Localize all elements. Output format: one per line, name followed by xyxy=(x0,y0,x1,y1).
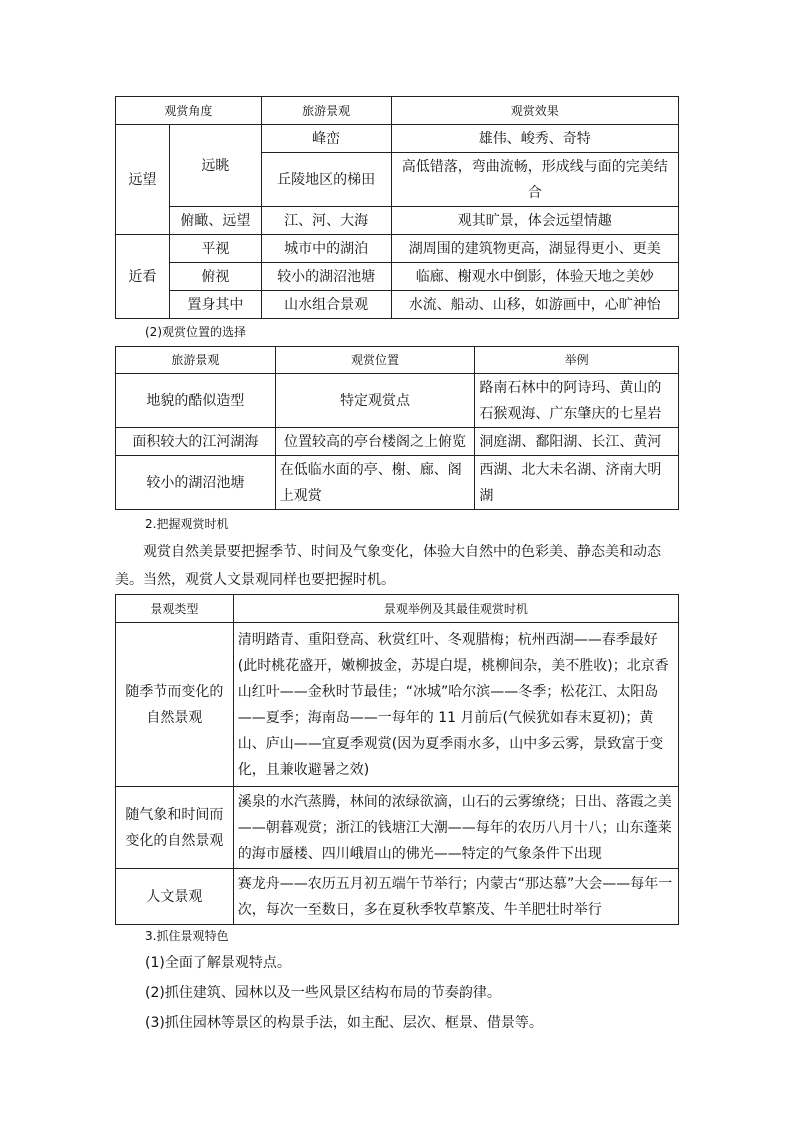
table-cell: 清明踏青、重阳登高、秋赏红叶、冬观腊梅；杭州西湖——春季最好(此时桃花盛开，嫩柳披金，苏堤白堤，桃柳间杂，美不胜收)；北京香山红叶——金秋时节最佳；“冰城”哈尔滨——冬季；松花江、太阳岛——夏季；海南岛——一每年的 11 月前后(气候犹如春末夏初)；黄山、庐山——宜夏季观赏(因为夏季雨水多，山中多云雾，景致富于变化，且兼收避暑之效) xyxy=(233,623,678,787)
header-example: 举例 xyxy=(475,347,679,374)
table-cell: 面积较大的江河湖海 xyxy=(116,428,276,456)
table-cell: 较小的湖沼池塘 xyxy=(261,263,391,291)
table-cell: 山水组合景观 xyxy=(261,291,391,319)
point-item: (2)抓住建筑、园林以及一些风景区结构布局的节奏韵律。 xyxy=(145,985,501,1001)
table-cell: 江、河、大海 xyxy=(261,207,391,235)
table-cell: 峰峦 xyxy=(261,125,391,153)
header-scenery: 旅游景观 xyxy=(261,97,391,125)
table-cell: 西湖、北大未名湖、济南大明湖 xyxy=(475,456,679,510)
table-cell: 随季节而变化的自然景观 xyxy=(116,623,234,787)
table-cell: 雄伟、峻秀、奇特 xyxy=(391,125,678,153)
table-cell: 赛龙舟——农历五月初五端午节举行；内蒙古“那达慕”大会——每年一次，每次一至数日，多在夏秋季牧草繁茂、牛羊肥壮时举行 xyxy=(233,869,678,925)
table-cell: 俯视 xyxy=(169,263,261,291)
table-cell: 观其旷景，体会远望情趣 xyxy=(391,207,678,235)
table-cell: 溪泉的水汽蒸腾，林间的浓绿欲滴，山石的云雾缭绕；日出、落霞之美——朝暮观赏；浙江的钱塘江大潮——每年的农历八月十八；山东蓬莱的海市蜃楼、四川峨眉山的佛光——特定的气象条件下出现 xyxy=(233,787,678,869)
table-cell: 随气象和时间而变化的自然景观 xyxy=(116,787,234,869)
viewing-angle-table xyxy=(115,96,679,319)
sub-far-view: 远眺 xyxy=(169,125,261,207)
table-cell: 水流、船动、山移，如游画中，心旷神怡 xyxy=(391,291,678,319)
table-cell: 平视 xyxy=(169,235,261,263)
header-viewing-angle: 观赏角度 xyxy=(116,97,262,125)
section-features-title: 3.抓住景观特色 xyxy=(145,929,229,943)
header-scenery: 旅游景观 xyxy=(116,347,276,374)
table-cell: 地貌的酷似造型 xyxy=(116,374,276,428)
table-cell: 丘陵地区的梯田 xyxy=(261,153,391,207)
point-item: (1)全面了解景观特点。 xyxy=(145,955,291,971)
table-cell: 高低错落，弯曲流畅，形成线与面的完美结合 xyxy=(391,153,678,207)
table-cell: 置身其中 xyxy=(169,291,261,319)
table-cell: 洞庭湖、鄱阳湖、长江、黄河 xyxy=(475,428,679,456)
header-type: 景观类型 xyxy=(116,595,234,623)
header-position: 观赏位置 xyxy=(275,347,475,374)
table-cell: 在低临水面的亭、榭、廊、阁上观赏 xyxy=(275,456,475,510)
header-example-time: 景观举例及其最佳观赏时机 xyxy=(233,595,678,623)
viewing-position-table xyxy=(115,346,679,510)
point-item: (3)抓住园林等景区的构景手法，如主配、层次、框景、借景等。 xyxy=(145,1015,543,1031)
table-cell: 湖周围的建筑物更高，湖显得更小、更美 xyxy=(391,235,678,263)
table-cell: 位置较高的亭台楼阁之上俯览 xyxy=(275,428,475,456)
table-cell: 临廊、榭观水中倒影，体验天地之美妙 xyxy=(391,263,678,291)
section-timing-title: 2.把握观赏时机 xyxy=(145,517,229,531)
table-cell: 城市中的湖泊 xyxy=(261,235,391,263)
group-near: 近看 xyxy=(116,235,170,319)
viewing-time-table xyxy=(115,594,679,925)
table-cell: 俯瞰、远望 xyxy=(169,207,261,235)
table-cell: 路南石林中的阿诗玛、黄山的石猴观海、广东肇庆的七星岩 xyxy=(475,374,679,428)
table-cell: 特定观赏点 xyxy=(275,374,475,428)
section-timing-text: 观赏自然美景要把握季节、时间及气象变化，体验大自然中的色彩美、静态美和动态美。当然，观赏人文景观同样也要把握时机。 xyxy=(115,544,661,588)
table-cell: 较小的湖沼池塘 xyxy=(116,456,276,510)
group-far: 远望 xyxy=(116,125,170,235)
table-cell: 人文景观 xyxy=(116,869,234,925)
header-effect: 观赏效果 xyxy=(391,97,678,125)
caption-viewing-position: (2)观赏位置的选择 xyxy=(145,325,246,339)
